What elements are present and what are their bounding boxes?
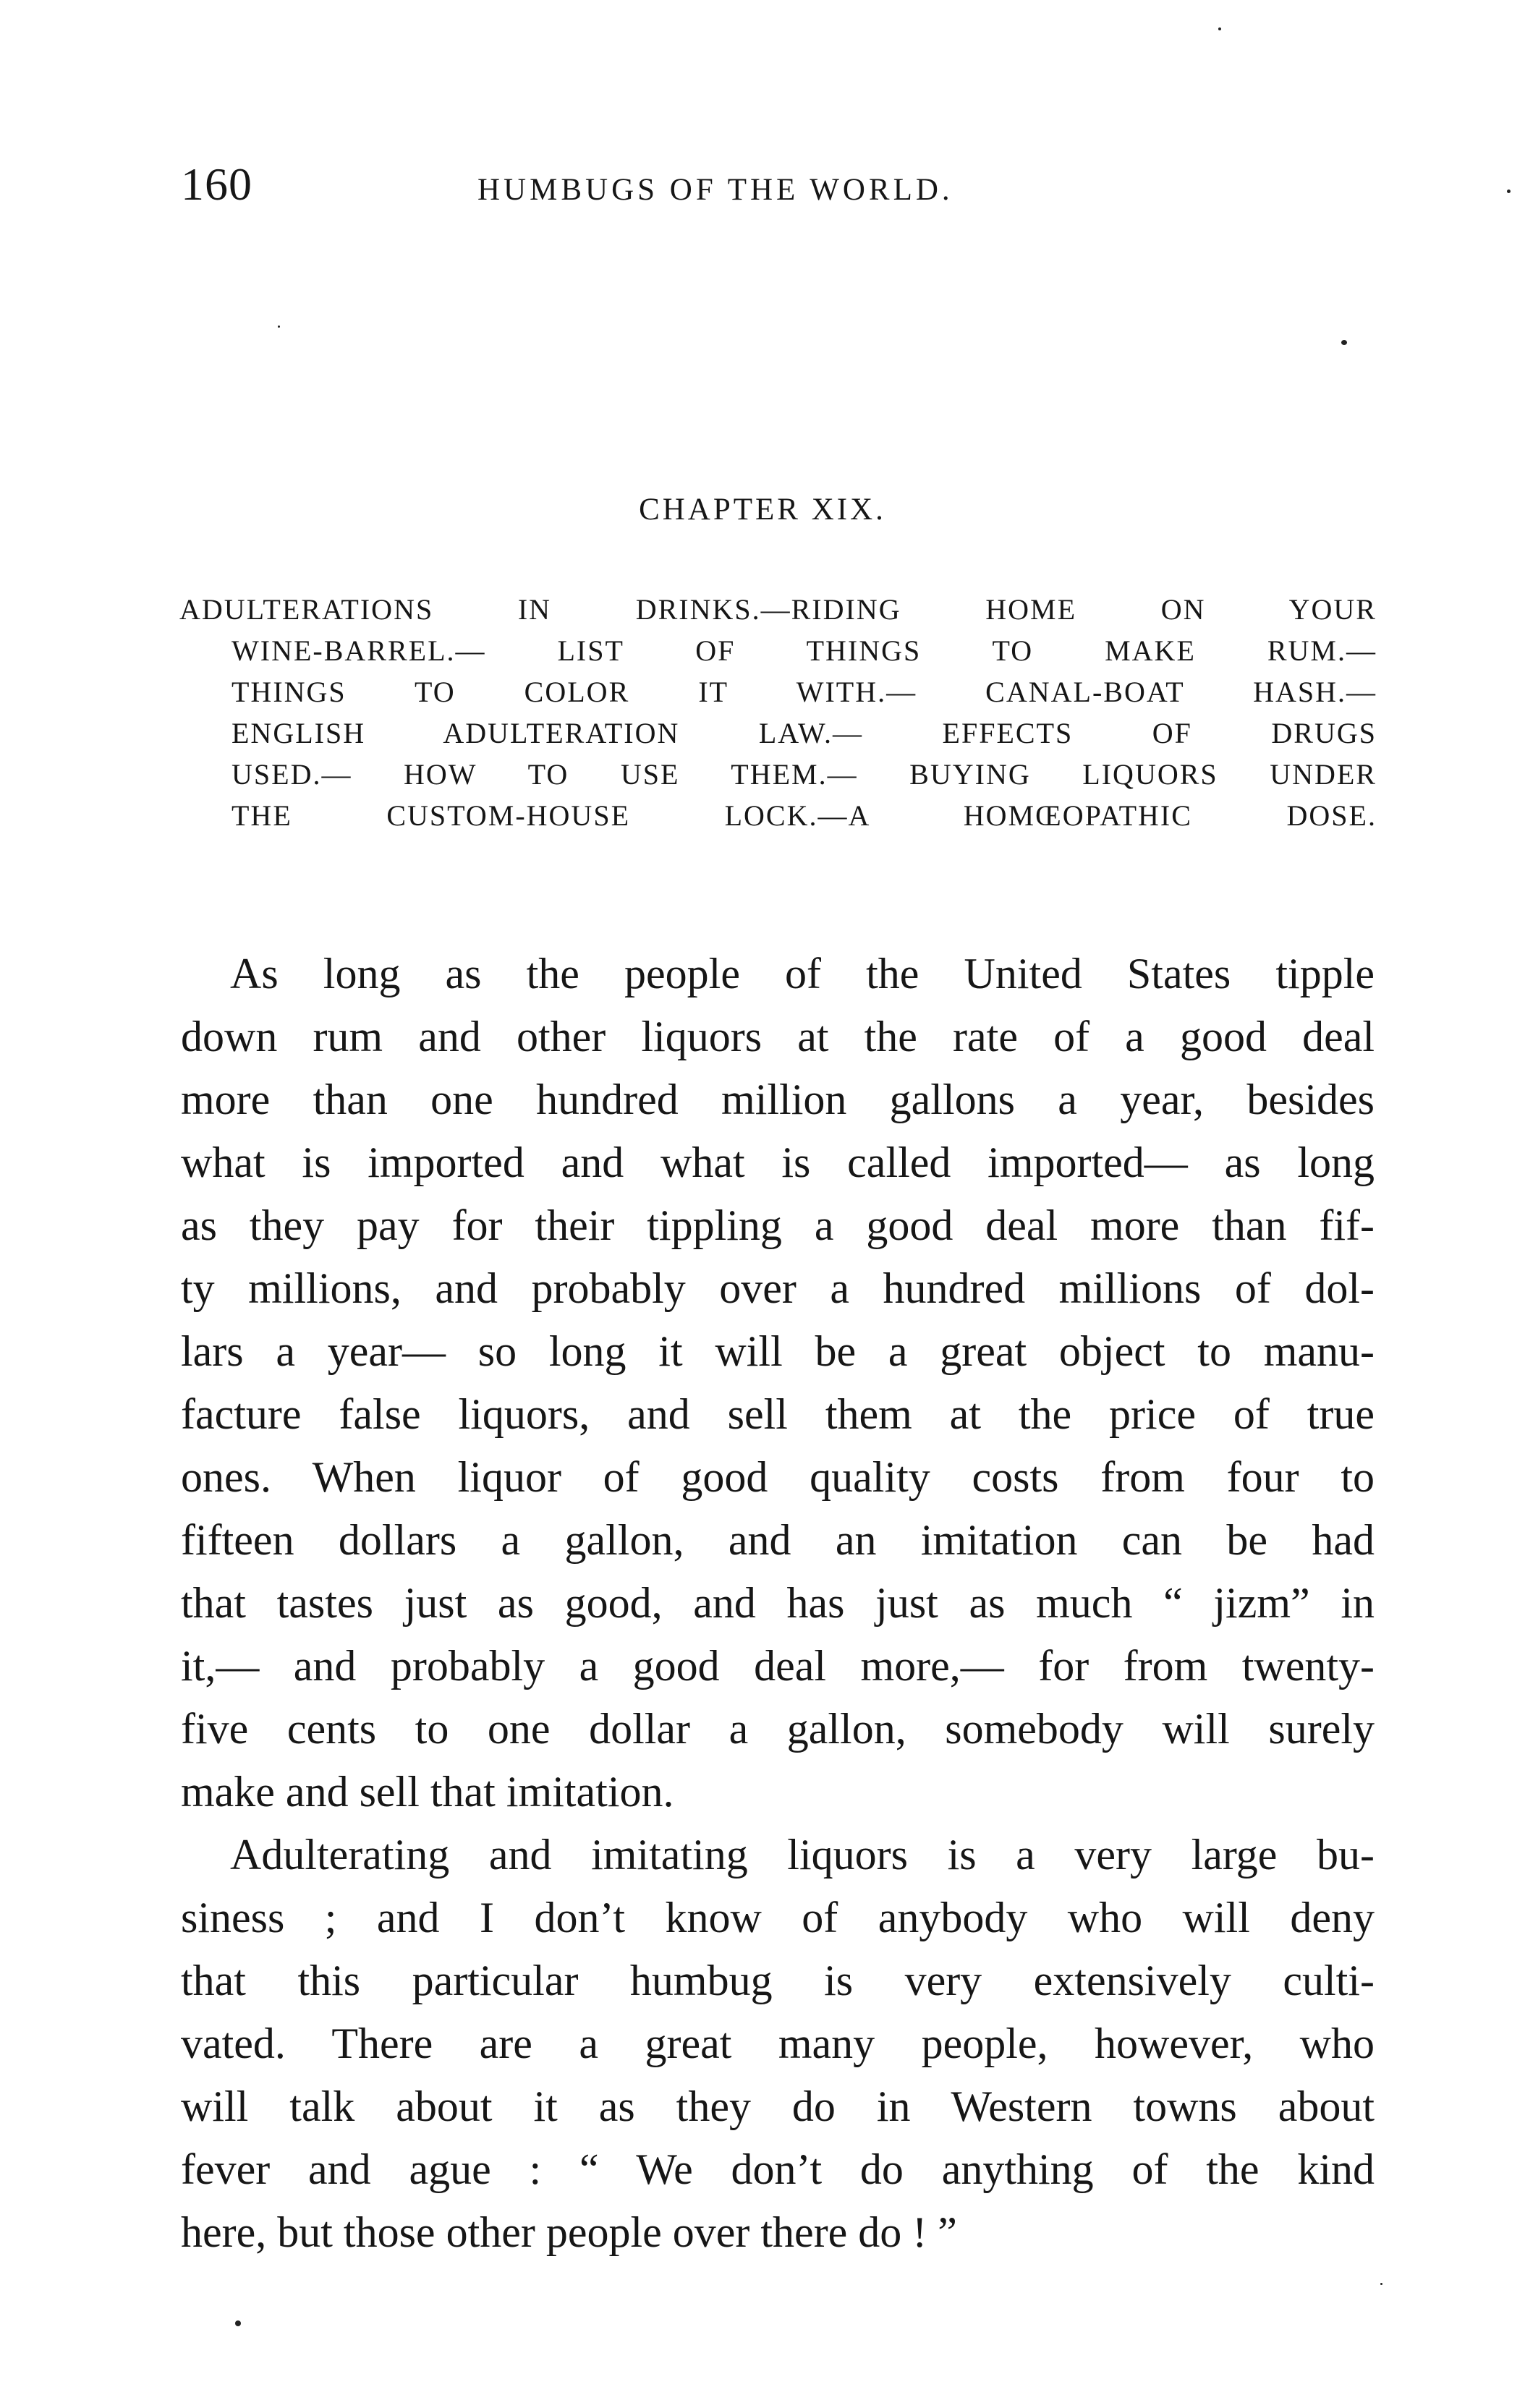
summary-line: ADULTERATIONS IN DRINKS.—RIDING HOME ON YOUR [179, 593, 1377, 626]
text-line: ty millions, and probably over a hundred millions of dol- [181, 1264, 1375, 1312]
ink-speck [278, 326, 280, 328]
text-line: siness ; and I don’t know of anybody who will deny [181, 1894, 1375, 1941]
ink-speck [235, 2320, 241, 2326]
chapter-title: CHAPTER XIX. [639, 493, 886, 527]
body-text [181, 943, 1375, 2264]
summary-line: ENGLISH ADULTERATION LAW.— EFFECTS OF DRUGS [231, 717, 1377, 749]
running-title: HUMBUGS OF THE WORLD. [477, 173, 953, 207]
ink-speck [1341, 340, 1347, 345]
text-line: here, but those other people over there do ! ” [181, 2208, 957, 2256]
text-line: Adulterating and imitating liquors is a very large bu- [230, 1831, 1375, 1879]
text-line: fifteen dollars a gallon, and an imitation can be had [181, 1516, 1375, 1564]
text-line: it,— and probably a good deal more,— for from twenty- [181, 1642, 1375, 1690]
text-line: make and sell that imitation. [181, 1768, 674, 1816]
ink-speck [1507, 190, 1511, 193]
text-line: as they pay for their tippling a good deal more than fif- [181, 1201, 1375, 1249]
text-line: more than one hundred million gallons a year, besides [181, 1076, 1375, 1123]
running-head [181, 152, 1375, 217]
paragraph [181, 1824, 1375, 2264]
text-line: fever and ague : “ We don’t do anything of the kind [181, 2145, 1375, 2193]
text-line: As long as the people of the United States tipple [230, 950, 1375, 997]
summary-line: WINE-BARREL.— LIST OF THINGS TO MAKE RUM.— [231, 634, 1377, 667]
text-line: will talk about it as they do in Western towns about [181, 2082, 1375, 2130]
text-line: facture false liquors, and sell them at the price of true [181, 1390, 1375, 1438]
text-line: that this particular humbug is very extensively culti- [181, 1957, 1375, 2004]
text-line: five cents to one dollar a gallon, somebody will surely [181, 1705, 1375, 1753]
paragraph [181, 943, 1375, 1824]
summary-line: THINGS TO COLOR IT WITH.— CANAL-BOAT HASH.— [231, 676, 1377, 708]
summary-line: USED.— HOW TO USE THEM.— BUYING LIQUORS UNDER [231, 758, 1377, 791]
chapter-summary [179, 589, 1377, 836]
ink-speck [1218, 27, 1221, 30]
text-line: what is imported and what is called imported— as long [181, 1139, 1375, 1186]
text-line: down rum and other liquors at the rate of a good deal [181, 1013, 1375, 1060]
text-line: lars a year— so long it will be a great object to manu- [181, 1327, 1375, 1375]
page-number: 160 [181, 158, 252, 210]
text-line: vated. There are a great many people, however, who [181, 2020, 1375, 2067]
text-line: that tastes just as good, and has just as much “ jizm” in [181, 1579, 1375, 1627]
text-line: ones. When liquor of good quality costs from four to [181, 1453, 1375, 1501]
ink-speck [1380, 2283, 1382, 2285]
summary-line: THE CUSTOM-HOUSE LOCK.—A HOMŒOPATHIC DOSE. [231, 799, 1377, 832]
